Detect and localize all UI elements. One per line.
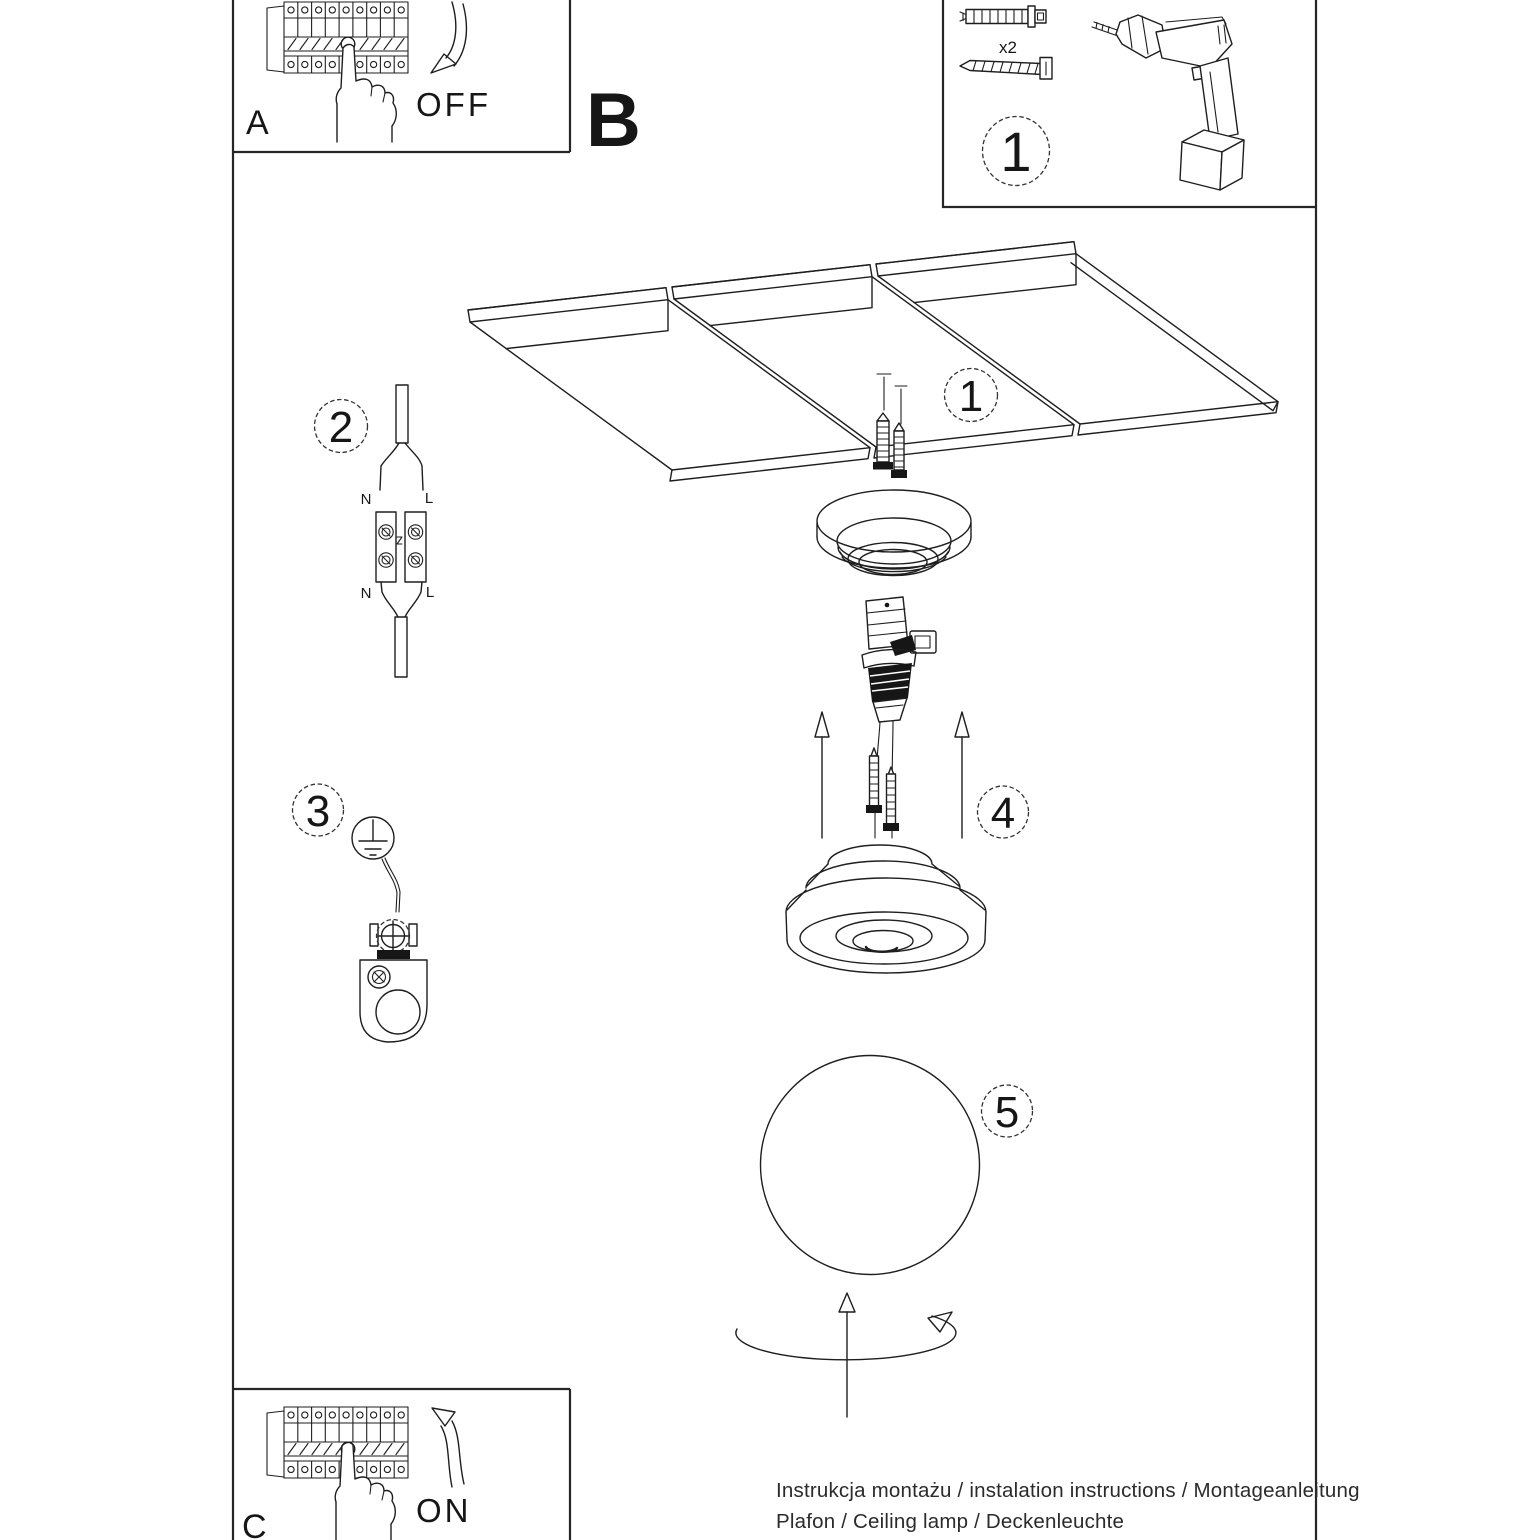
- pressing-hand-icon: [335, 1442, 395, 1540]
- canopy-screw-right-icon: [883, 767, 899, 831]
- wire-label-l-bottom: L: [425, 584, 435, 601]
- kit-number: 1: [1000, 120, 1032, 183]
- step1-anchors: [873, 369, 998, 479]
- footer: [776, 1479, 1360, 1533]
- step2-wiring: [315, 385, 435, 677]
- canopy-dome: [786, 845, 986, 973]
- panel-breaker-off: [246, 2, 491, 142]
- wall-plug-vertical-icon: [873, 413, 893, 470]
- page-borders: [233, 0, 1316, 1540]
- footer-line1: Instrukcja montażu / instalation instructions / Montageanleitung: [776, 1479, 1360, 1502]
- circuit-breaker-icon: [267, 1407, 408, 1478]
- cable-top: [396, 385, 408, 443]
- ground-symbol-icon: [352, 817, 394, 859]
- on-arrow-icon: [432, 1408, 464, 1487]
- ceiling-panels: [468, 242, 1278, 481]
- canopy-screw-left-icon: [866, 748, 882, 813]
- footer-line2: Plafon / Ceiling lamp / Deckenleuchte: [776, 1510, 1125, 1533]
- step3-grounding: [293, 784, 428, 1042]
- wall-plug-icon: [960, 6, 1046, 27]
- circuit-breaker-icon: [267, 2, 408, 73]
- ground-clamp: [360, 920, 427, 1043]
- step4-mounting: [815, 712, 1029, 838]
- step3-number: 3: [305, 787, 331, 836]
- mounting-screw-icon: [960, 58, 1052, 80]
- up-arrow-left-icon: [815, 712, 829, 838]
- section-a-label: A: [246, 104, 269, 142]
- wire-label-n-top: N: [360, 491, 372, 508]
- step5-number: 5: [994, 1088, 1020, 1137]
- wire-label-l-top: L: [424, 490, 434, 507]
- screw-vertical-icon: [891, 423, 907, 478]
- glass-sphere: [761, 1056, 980, 1275]
- drill-icon: [1092, 15, 1244, 190]
- panel-breaker-on: [242, 1407, 472, 1540]
- step2-number: 2: [328, 403, 354, 452]
- off-arrow-icon: [431, 2, 466, 73]
- wire-label-n-bottom: N: [360, 585, 372, 602]
- step5-sphere: [736, 1056, 1033, 1418]
- section-c-label: C: [242, 1508, 267, 1540]
- on-label: ON: [416, 1492, 472, 1529]
- cable-bottom: [395, 617, 407, 677]
- rotation-arrow-icon: [736, 1312, 956, 1360]
- up-arrow-center-icon: [839, 1293, 855, 1417]
- mounting-ring: [817, 490, 971, 576]
- anchor-qty-label: x2: [999, 38, 1017, 57]
- step1-number: 1: [958, 372, 984, 421]
- terminal-block: [376, 512, 426, 582]
- section-b-label: B: [586, 78, 641, 163]
- step4-number: 4: [990, 789, 1016, 838]
- up-arrow-right-icon: [955, 712, 969, 838]
- panel-tool-kit: [960, 6, 1244, 190]
- off-label: OFF: [416, 86, 491, 123]
